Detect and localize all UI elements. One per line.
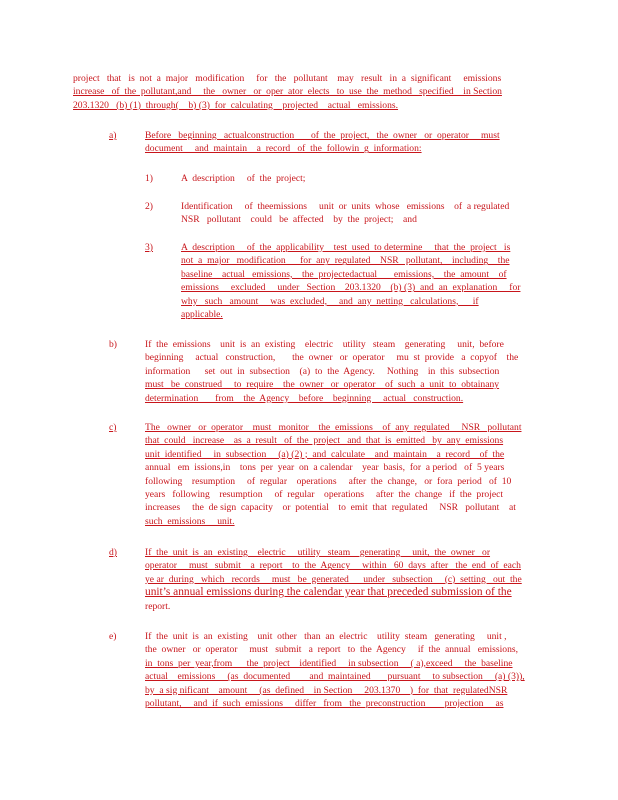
subitem-label-1: 1) <box>145 173 153 184</box>
item-e-line: actual emissions (as documented and maintained pursuant to subsection (a) (3)), <box>145 671 525 683</box>
item-e-text <box>145 630 545 710</box>
item-b-line: must be construed to require the owner or operator of such a unit to obtainany <box>145 379 500 391</box>
item-c-line: The owner or operator must monitor the emissions of any regulated NSR pollutant <box>145 422 522 433</box>
subitem-2-line: NSR pollutant could be affected by the project; and <box>181 214 417 226</box>
subitem-3-text <box>181 241 546 321</box>
item-d-line: If the unit is an existing electric utility steam generating unit, the owner or <box>145 547 491 558</box>
subitem-2-line: Identification of theemissions unit or units whose emissions of a regulated <box>181 201 510 212</box>
item-e-line: in tons per year,from the project identified in subsection ( a),exceed the baseline <box>145 657 513 669</box>
subitem-3-line: baseline actual emissions, the projectedactual emissions, the amount of <box>181 268 507 280</box>
item-label-a: a) <box>109 130 117 141</box>
item-d-text <box>145 546 545 613</box>
item-a-line: Before beginning actualconstruction of the project, the owner or operator must <box>145 130 500 141</box>
item-a-line: document and maintain a record of the followin g information: <box>145 143 422 155</box>
item-label-e: e) <box>109 631 117 642</box>
subitem-2-text <box>181 200 546 227</box>
subitem-label-2: 2) <box>145 201 153 212</box>
item-d-line: ye ar during which records must be generated under subsection (c) setting out the <box>145 573 522 585</box>
item-b-line: determination from the Agency before beginning actual construction. <box>145 392 464 404</box>
item-c-line: such emissions unit. <box>145 515 235 527</box>
item-c-line: unit identified in subsection (a) (2) ; and calculate and maintain a record of the <box>145 448 505 460</box>
item-b-text <box>145 338 545 405</box>
item-label-d: d) <box>109 547 117 558</box>
subitem-3-line: not a major modification for any regulated NSR pollutant, including the <box>181 255 510 267</box>
item-a-text <box>145 129 545 156</box>
item-e-line: by a sig nificant amount (as defined in Section 203.1370 ) for that regulatedNSR <box>145 684 508 696</box>
subitem-3-line: emissions excluded under Section 203.1320 (b) (3) and an explanation for <box>181 282 521 294</box>
subitem-label-3: 3) <box>145 242 153 253</box>
intro-line: project that is not a major modification for the pollutant may result in a significant emissions <box>73 73 502 84</box>
item-c-line: annual em issions,in tons per year on a calendar year basis, for a period of 5 years <box>145 462 505 474</box>
item-c-line: following resumption of regular operations after the change, or fora period of 10 <box>145 475 512 487</box>
item-e-line: pollutant, and if such emissions differ from the preconstruction projection as <box>145 698 504 710</box>
item-c-text <box>145 421 545 528</box>
subitem-1-line: A description of the project; <box>181 173 306 184</box>
item-b-line: beginning actual construction, the owner or operator mu st provide a copyof the <box>145 352 519 364</box>
item-b-line: information set out in subsection (a) to the Agency. Nothing in this subsection <box>145 365 500 377</box>
subitem-3-line: why such amount was excluded, and any netting calculations, if <box>181 295 479 307</box>
item-c-line: increases the de sign capacity or potential to emit that regulated NSR pollutant at <box>145 502 516 514</box>
item-d-line: operator must submit a report to the Agency within 60 days after the end of each <box>145 560 521 572</box>
subitem-1-text <box>181 172 541 185</box>
item-label-c: c) <box>109 422 117 433</box>
item-b-line: If the emissions unit is an existing electric utility steam generating unit, before <box>145 339 504 350</box>
item-label-b: b) <box>109 339 117 350</box>
item-d-line: unit’s annual emissions during the calendar year that preceded submission of the <box>145 586 512 599</box>
intro-paragraph <box>73 72 548 112</box>
item-c-line: years following resumption of regular operations after the change if the project <box>145 489 504 501</box>
item-e-line: the owner or operator must submit a report to the Agency if the annual emissions, <box>145 644 519 656</box>
subitem-3-line: A description of the applicability test used to determine that the project is <box>181 242 511 253</box>
intro-line: increase of the pollutant,and the owner or oper ator elects to use the method specified in Section <box>73 86 502 98</box>
intro-line: 203.1320 (b) (1) through( b) (3) for calculating projected actual emissions. <box>73 99 399 111</box>
item-e-line: If the unit is an existing unit other than an electric utility steam generating unit , <box>145 631 507 642</box>
item-d-line: report. <box>145 600 171 612</box>
subitem-3-line: applicable. <box>181 309 223 321</box>
item-c-line: that could increase as a result of the project and that is emitted by any emissions <box>145 435 504 447</box>
